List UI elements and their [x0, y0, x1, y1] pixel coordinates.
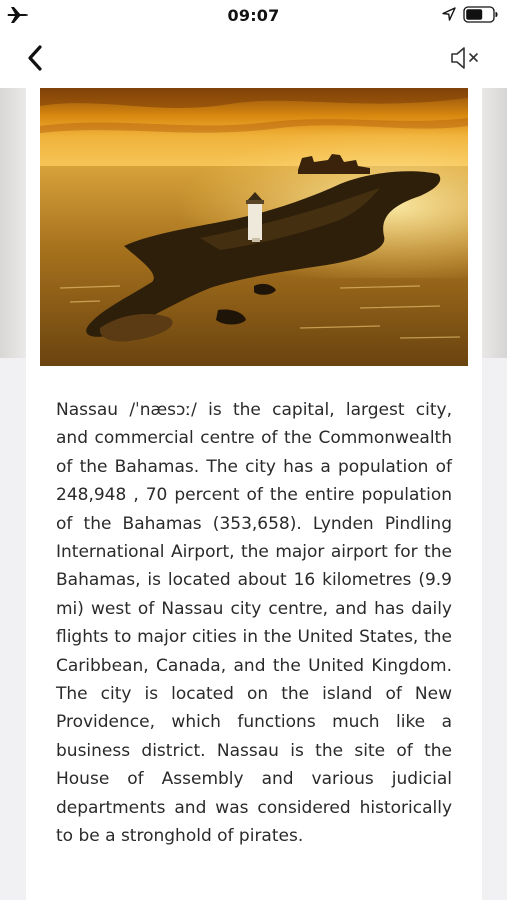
speaker-muted-icon	[448, 44, 484, 72]
navigation-bar	[0, 30, 507, 88]
location-arrow-icon	[442, 7, 456, 21]
article-body-text: Nassau /ˈnæsɔː/ is the capital, largest city, and commercial centre of the Commonwealth of the Bahamas. The city has a population of 248,948 , 70 percent of the entire population of the Bahamas (353,658). Lynden Pindling International Airport, the major airport for the Bahamas, is located about 16 kilometres (9.9 mi) west of Nassau city centre, and has daily flights to major cities in the United States, the Caribbean, Canada, and the United Kingdom. The city is located on the island of New Providence, which functions much like a business district. Nassau is the site of the House of Assembly and various judicial departments and was considered historically to be a stronghold of pirates.	[56, 400, 452, 847]
battery-icon	[463, 6, 499, 23]
back-button[interactable]	[20, 42, 52, 74]
previous-card-peek[interactable]	[0, 88, 26, 358]
next-card-peek[interactable]	[482, 88, 507, 358]
status-time: 09:07	[227, 6, 280, 25]
status-bar	[0, 0, 507, 30]
chevron-left-icon	[20, 42, 52, 74]
nassau-lighthouse-sunset-photo	[40, 88, 468, 366]
mute-audio-button[interactable]	[448, 44, 484, 72]
article-card	[26, 88, 482, 900]
